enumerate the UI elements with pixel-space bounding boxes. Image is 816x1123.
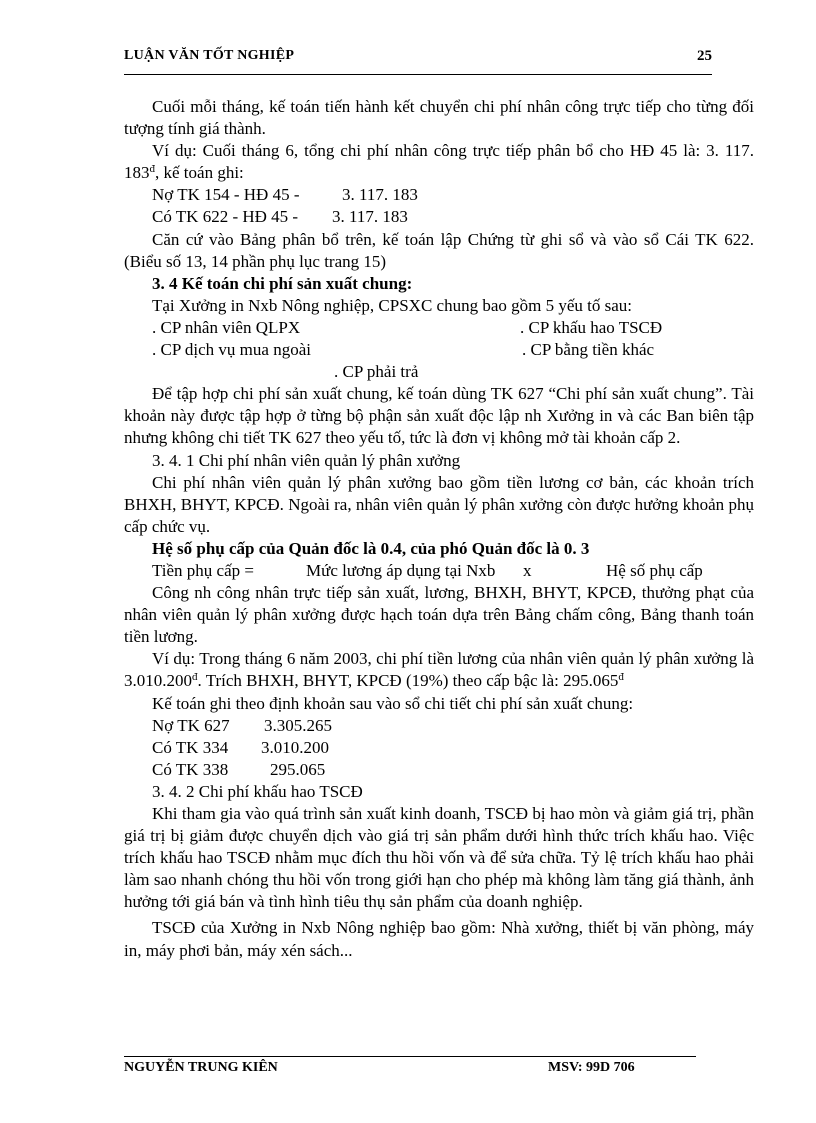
page-number: 25 xyxy=(697,48,712,64)
journal-entry-1 xyxy=(124,184,754,206)
currency-superscript: đ xyxy=(192,671,198,684)
cost-item: . CP dịch vụ mua ngoài xyxy=(152,340,311,360)
section-heading-3-4: 3. 4 Kế toán chi phí sản xuất chung: xyxy=(152,273,413,293)
paragraph-2-tail: , kế toán ghi: xyxy=(155,163,244,183)
paragraph-9-text: Ví dụ: Trong tháng 6 năm 2003, chi phí tiền lương của nhân viên quản lý phân xưởng là 3.010.200 xyxy=(124,649,754,691)
paragraph-5: Để tập hợp chi phí sản xuất chung, kế toán dùng TK 627 “Chi phí sản xuất chung”. Tài khoản này được tập hợp ở từng bộ phận sản xuất độc lập nh Xưởng in và các Ban biên tập nhưng không chi tiết TK 627 theo yếu tố, tức là đơn vị không mở tài khoản cấp 2. xyxy=(124,384,754,448)
entry-label: Nợ TK 627 xyxy=(152,715,230,735)
entry-value: 3.305.265 xyxy=(264,715,332,735)
cost-item: . CP bằng tiền khác xyxy=(522,340,655,360)
paragraph-2-text: Ví dụ: Cuối tháng 6, tổng chi phí nhân công trực tiếp phân bổ cho HĐ 45 là: 3. 117. 183 xyxy=(124,141,754,183)
paragraph-1: Cuối mỗi tháng, kế toán tiến hành kết chuyển chi phí nhân công trực tiếp cho từng đối tượng tính giá thành. xyxy=(124,97,754,139)
formula-operator: x xyxy=(523,560,532,580)
cost-item: . CP phải trả xyxy=(334,362,419,382)
cost-items-row-1 xyxy=(124,317,754,339)
cost-item: . CP khấu hao TSCĐ xyxy=(520,317,663,337)
header-rule xyxy=(124,74,712,75)
footer-rule xyxy=(124,1056,696,1057)
formula-right: Hệ số phụ cấp xyxy=(606,560,703,580)
header-title: LUẬN VĂN TỐT NGHIỆP xyxy=(124,48,295,63)
entry-1-label: Nợ TK 154 - HĐ 45 - xyxy=(152,185,300,205)
paragraph-8: Công nh công nhân trực tiếp sản xuất, lương, BHXH, BHYT, KPCĐ, thưởng phạt của nhân viên quản lý phân xưởng được hạch toán dựa trên Bảng chấm công, Bảng thanh toán tiền lương. xyxy=(124,583,754,647)
paragraph-6: Chi phí nhân viên quản lý phân xưởng bao gồm tiền lương cơ bản, các khoản trích BHXH, BHYT, KPCĐ. Ngoài ra, nhân viên quản lý phân xưởng còn được hưởng khoản phụ cấp chức vụ. xyxy=(124,472,754,536)
entry-value: 295.065 xyxy=(270,759,326,779)
entry-2-value: 3. 117. 183 xyxy=(332,207,408,227)
cost-item: . CP nhân viên QLPX xyxy=(152,317,301,337)
footer-student-id: MSV: 99D 706 xyxy=(548,1060,635,1075)
paragraph-2 xyxy=(124,140,754,184)
paragraph-10: Kế toán ghi theo định khoản sau vào sổ chi tiết chi phí sản xuất chung: xyxy=(152,693,634,713)
section-heading-3-4-2: 3. 4. 2 Chi phí khấu hao TSCĐ xyxy=(152,781,363,801)
document-body xyxy=(124,96,754,962)
entry-label: Có TK 334 xyxy=(152,737,229,757)
currency-superscript: đ xyxy=(149,163,155,176)
paragraph-3: Căn cứ vào Bảng phân bổ trên, kế toán lập Chứng từ ghi sổ và vào sổ Cái TK 622. (Biểu số 13, 14 phần phụ lục trang 15) xyxy=(124,229,754,271)
currency-superscript: đ xyxy=(618,671,624,684)
footer-author: NGUYỄN TRUNG KIÊN xyxy=(124,1060,278,1075)
paragraph-9 xyxy=(124,648,754,692)
journal-entry-334 xyxy=(124,737,754,759)
journal-entry-627 xyxy=(124,715,754,737)
journal-entry-338 xyxy=(124,759,754,781)
paragraph-11: Khi tham gia vào quá trình sản xuất kinh doanh, TSCĐ bị hao mòn và giảm giá trị, phần giá trị bị giảm được chuyển dịch vào giá trị sản phẩm dưới hình thức trích khấu hao. Việc trích khấu hao TSCĐ nhằm mục đích thu hồi vốn và để sửa chữa. Tỷ lệ trích khấu hao phải làm sao nhanh chóng thu hồi vốn trong giới hạn cho phép mà không làm tăng giá thành, ảnh hưởng tới giá bán và tình hình tiêu thụ sản phẩm của doanh nghiệp. xyxy=(124,804,754,912)
allowance-coefficient-note: Hệ số phụ cấp của Quản đốc là 0.4, của phó Quản đốc là 0. 3 xyxy=(152,538,590,558)
formula-middle: Mức lương áp dụng tại Nxb xyxy=(306,560,496,580)
section-heading-3-4-1: 3. 4. 1 Chi phí nhân viên quản lý phân xưởng xyxy=(152,450,461,470)
entry-label: Có TK 338 xyxy=(152,759,229,779)
formula-left: Tiền phụ cấp = xyxy=(152,560,254,580)
page-footer xyxy=(124,1060,696,1080)
allowance-formula xyxy=(124,560,754,582)
cost-items-row-3 xyxy=(124,361,754,383)
journal-entry-2 xyxy=(124,206,754,228)
entry-2-label: Có TK 622 - HĐ 45 - xyxy=(152,207,299,227)
cost-items-row-2 xyxy=(124,339,754,361)
paragraph-12: TSCĐ của Xưởng in Nxb Nông nghiệp bao gồm: Nhà xưởng, thiết bị văn phòng, máy in, máy phơi bản, máy xén sách... xyxy=(124,918,754,960)
paragraph-4: Tại Xưởng in Nxb Nông nghiệp, CPSXC chung bao gồm 5 yếu tố sau: xyxy=(152,295,633,315)
entry-value: 3.010.200 xyxy=(261,737,329,757)
paragraph-9-mid: . Trích BHXH, BHYT, KPCĐ (19%) theo cấp bậc là: 295.065 xyxy=(197,671,619,691)
page-header xyxy=(124,48,712,70)
entry-1-value: 3. 117. 183 xyxy=(342,185,418,205)
